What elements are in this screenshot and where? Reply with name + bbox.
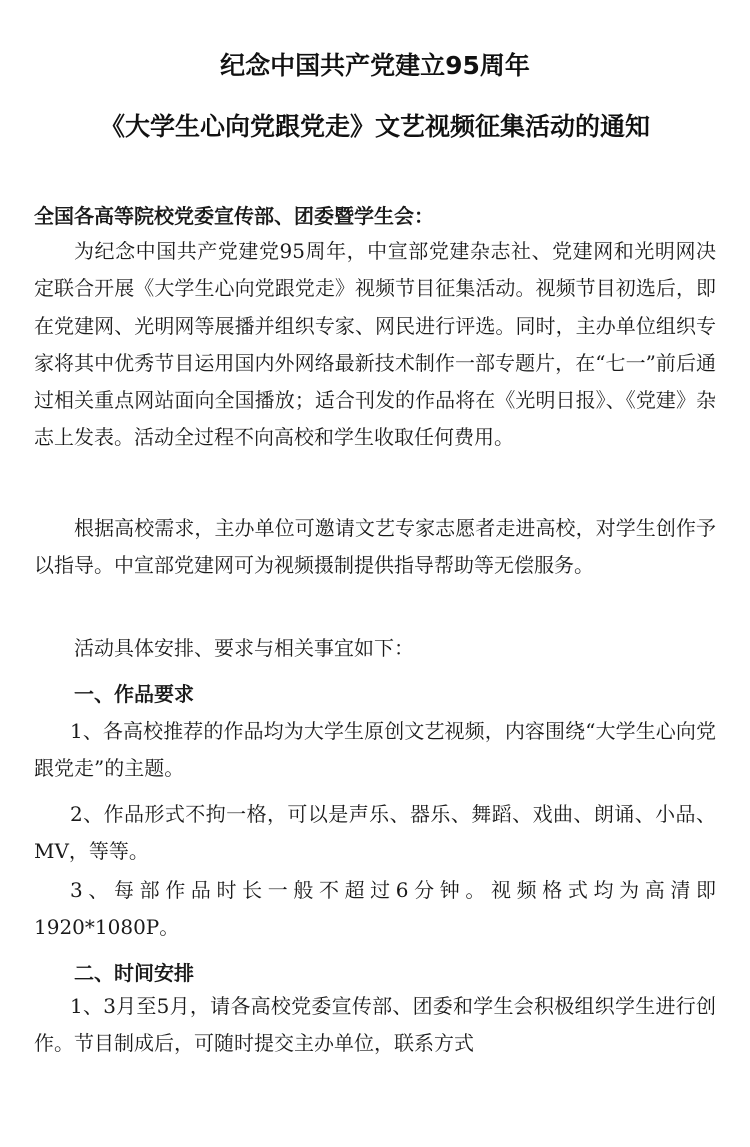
requirement-item-1: 1、各高校推荐的作品均为大学生原创文艺视频，内容围绕“大学生心向党跟党走”的主题。: [34, 719, 716, 781]
paragraph-arrangements: 活动具体安排、要求与相关事宜如下：: [74, 636, 414, 660]
requirement-item-3: 3、每部作品时长一般不超过6分钟。视频格式均为高清即1920*1080P。: [34, 878, 716, 940]
document-title-line-2: 《大学生心向党跟党走》文艺视频征集活动的通知: [99, 112, 650, 141]
paragraph-guidance: 根据高校需求，主办单位可邀请文艺专家志愿者走进高校，对学生创作予以指导。中宣部党建网可为视频摄制提供指导帮助等无偿服务。: [34, 516, 716, 578]
section-heading-schedule: 二、时间安排: [74, 961, 194, 985]
requirement-item-2: 2、作品形式不拘一格，可以是声乐、器乐、舞蹈、戏曲、朗诵、小品、MV，等等。: [34, 802, 716, 864]
paragraph-intro: 为纪念中国共产党建党95周年，中宣部党建杂志社、党建网和光明网决定联合开展《大学生心向党跟党走》视频节目征集活动。视频节目初选后，即在党建网、光明网等展播并组织专家、网民进行评选。同时，主办单位组织专家将其中优秀节目运用国内外网络最新技术制作一部专题片，在“七一”前后通过相关重点网站面向全国播放；适合刊发的作品将在《光明日报》、《党建》杂志上发表。活动全过程不向高校和学生收取任何费用。: [34, 239, 716, 450]
salutation: 全国各高等院校党委宣传部、团委暨学生会：: [34, 204, 434, 228]
document-title-line-1: 纪念中国共产党建立95周年: [220, 51, 530, 80]
schedule-item-1: 1、3月至5月，请各高校党委宣传部、团委和学生会积极组织学生进行创作。节目制成后，可随时提交主办单位，联系方式: [34, 994, 716, 1056]
section-heading-requirements: 一、作品要求: [74, 682, 194, 706]
